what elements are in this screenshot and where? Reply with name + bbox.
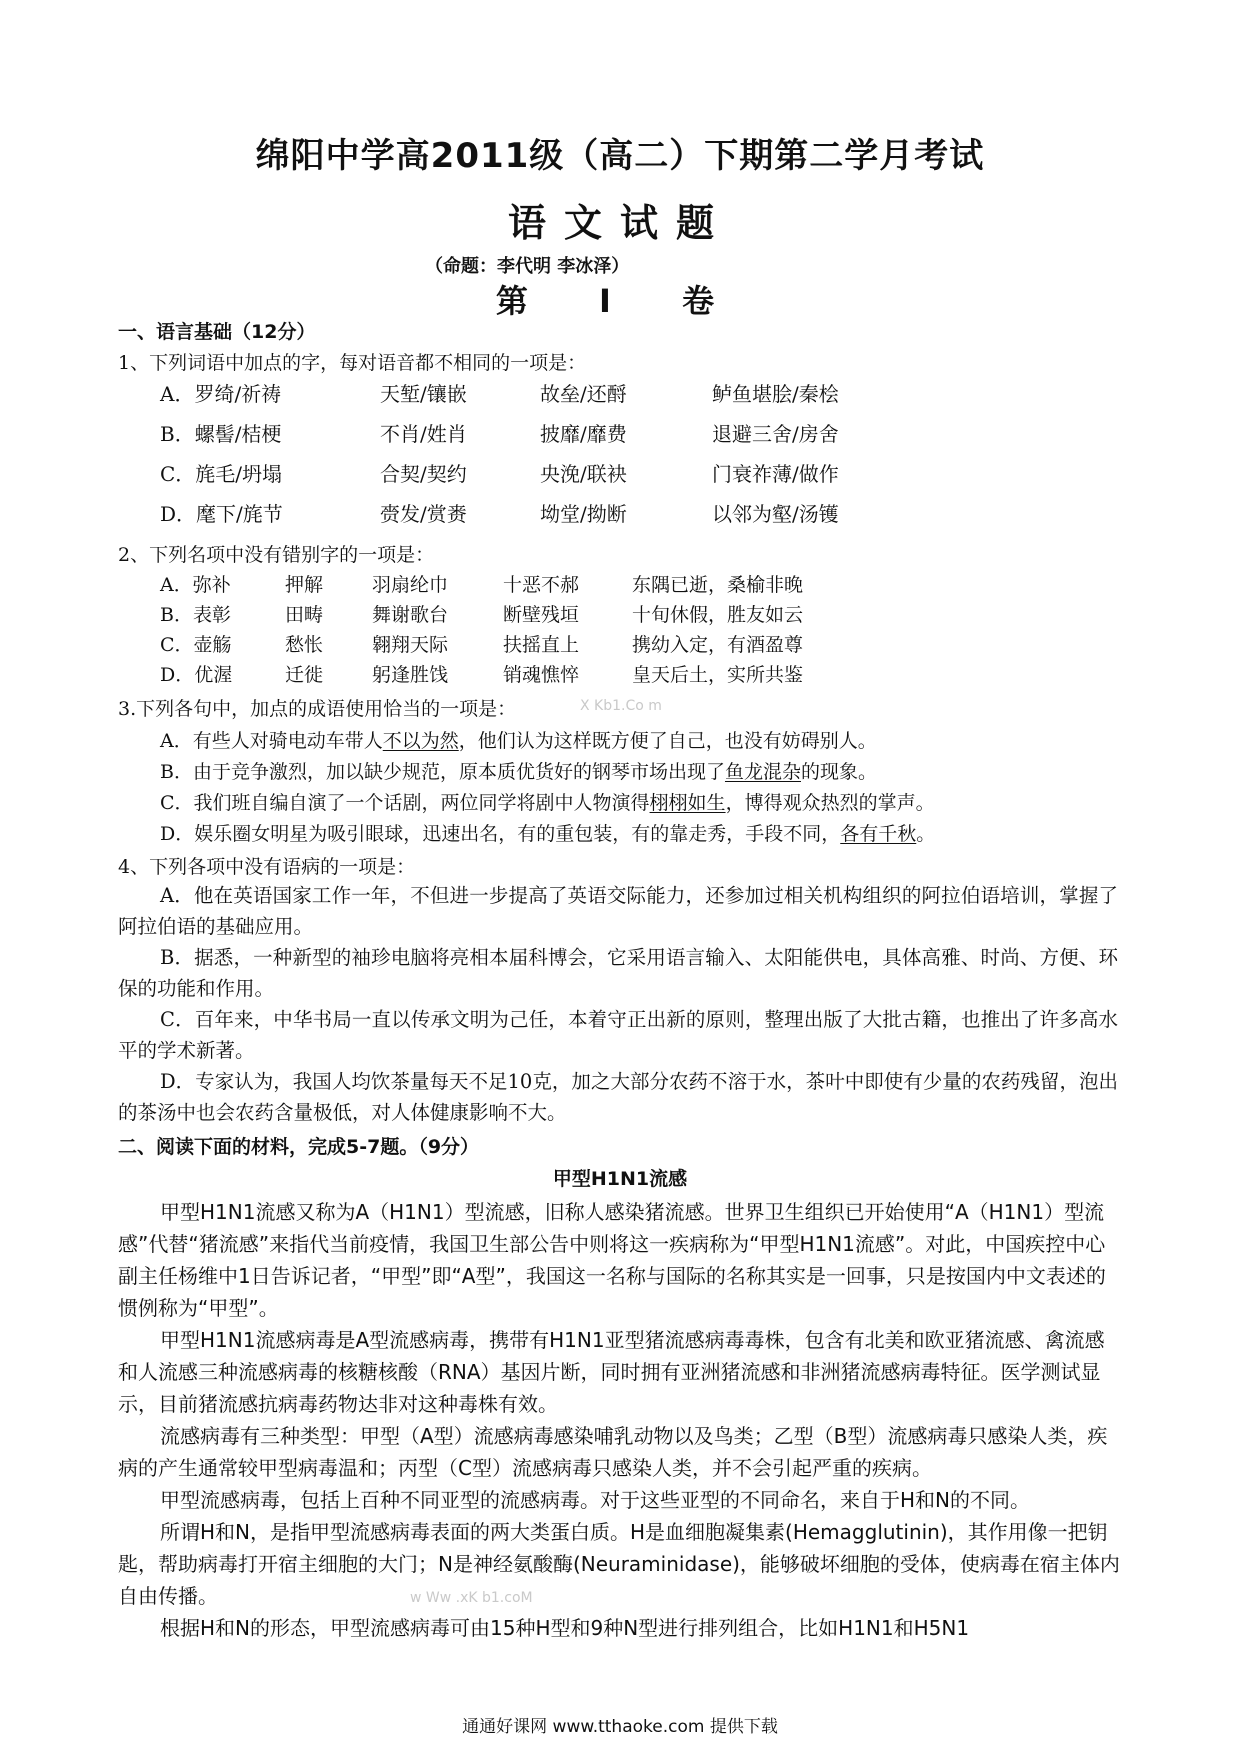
- q3-b-pre: B．由于竞争激烈，加以缺少规范，原本质优货好的钢琴市场出现了: [160, 761, 725, 783]
- page-footer: 通通好课网 www.tthaoke.com 提供下载: [462, 1717, 778, 1737]
- q1-stem: 1、下列词语中加点的字，每对语音都不相同的一项是：: [118, 352, 587, 374]
- q3-a-post: ，他们认为这样既方便了自己，也没有妨碍别人。: [458, 730, 877, 752]
- q2-a-4: 十恶不郝: [503, 574, 580, 596]
- q3-b-post: 的现象。: [800, 761, 877, 783]
- q2-a-5: 东隅已逝，桑榆非晚: [632, 574, 804, 596]
- q2-a-1: A．弥补: [160, 574, 231, 596]
- section1-heading: 一、语言基础（12分）: [118, 321, 316, 343]
- q1-a-4: 鲈鱼堪脍/秦桧: [712, 382, 839, 406]
- q3-d-post: 。: [916, 823, 936, 845]
- q3-option-b: [160, 757, 877, 784]
- q2-a-3: 羽扇纶巾: [372, 574, 449, 596]
- q4-option-d: D．专家认为，我国人均饮茶量每天不足10克，加之大部分农药不溶于水，茶叶中即使有少量的农药残留，泡出的茶汤中也会农药含量极低，对人体健康影响不大。: [118, 1070, 1118, 1124]
- q3-c-post: ，博得观众热烈的掌声。: [725, 792, 935, 814]
- q4-option-c: C．百年来，中华书局一直以传承文明为己任，本着守正出新的原则，整理出版了大批古籍，也推出了许多高水平的学术新著。: [118, 1008, 1118, 1062]
- article-paragraph-6: 根据H和N的形态，甲型流感病毒可由15种H型和9种N型进行排列组合，比如H1N1和H5N1: [160, 1616, 970, 1640]
- q2-b-1: B．表彰: [160, 604, 231, 626]
- q1-b-4: 退避三舍/房舍: [712, 422, 839, 446]
- subject-title: 语文试题: [507, 201, 732, 245]
- q1-b-3: 披靡/靡费: [540, 422, 627, 446]
- q2-b-3: 舞谢歌台: [372, 604, 449, 626]
- article-paragraph-5: 所谓H和N，是指甲型流感病毒表面的两大类蛋白质。H是血细胞凝集素(Hemagglutinin)，其作用像一把钥匙，帮助病毒打开宿主细胞的大门；N是神经氨酸酶(Neuraminidase)，能够破坏细胞的受体，使病毒在宿主体内自由传播。: [118, 1520, 1120, 1608]
- q3-option-d: [160, 819, 935, 846]
- q3-a-pre: A．有些人对骑电动车带人: [160, 730, 383, 752]
- article-paragraph-4: 甲型流感病毒，包括上百种不同亚型的流感病毒。对于这些亚型的不同命名，来自于H和N的不同。: [160, 1488, 1030, 1512]
- article-paragraph-1: 甲型H1N1流感又称为A（H1N1）型流感，旧称人感染猪流感。世界卫生组织已开始使用“A（H1N1）型流感”代替“猪流感”来指代当前疫情，我国卫生部公告中则将这一疾病称为“甲型H1N1流感”。对此，中国疾控中心副主任杨维中1日告诉记者，“甲型”即“A型”，我国这一名称与国际的名称其实是一回事，只是按国内中文表述的惯例称为“甲型”。: [118, 1200, 1106, 1320]
- q3-option-c: [160, 788, 935, 815]
- q1-b-2: 不肖/姓肖: [380, 422, 467, 446]
- q1-a-1: A．罗绮/祈祷: [160, 382, 282, 406]
- q1-d-2: 赍发/赏赉: [380, 502, 467, 526]
- article-paragraph-3: 流感病毒有三种类型：甲型（A型）流感病毒感染哺乳动物以及鸟类；乙型（B型）流感病毒只感染人类，疾病的产生通常较甲型病毒温和；丙型（C型）流感病毒只感染人类，并不会引起严重的疾病。: [118, 1424, 1108, 1480]
- q2-d-2: 迁徙: [285, 664, 324, 686]
- q2-b-2: 田畴: [285, 604, 324, 626]
- q2-stem: 2、下列名项中没有错别字的一项是：: [118, 544, 435, 566]
- q1-c-3: 央浼/联袂: [540, 462, 627, 486]
- q2-b-4: 断壁残垣: [503, 604, 580, 626]
- q1-a-3: 故垒/还酹: [540, 382, 627, 406]
- article-paragraph-2: 甲型H1N1流感病毒是A型流感病毒，携带有H1N1亚型猪流感病毒毒株，包含有北美和欧亚猪流感、禽流感和人流感三种流感病毒的核糖核酸（RNA）基因片断，同时拥有亚洲猪流感和非洲猪流感病毒特征。医学测试显示，目前猪流感抗病毒药物达非对这种毒株有效。: [118, 1328, 1105, 1416]
- q2-c-4: 扶摇直上: [503, 634, 580, 656]
- q1-b-1: B．螺髻/桔梗: [160, 422, 282, 446]
- q2-d-1: D．优渥: [160, 664, 233, 686]
- q2-c-1: C．壶觞: [160, 634, 232, 656]
- q4-option-a: A．他在英语国家工作一年，不但进一步提高了英语交际能力，还参加过相关机构组织的阿拉伯语培训，掌握了阿拉伯语的基础应用。: [118, 884, 1118, 938]
- school-title: 绵阳中学高2011级（高二）下期第二学月考试: [255, 136, 985, 176]
- q3-option-a: [160, 726, 877, 753]
- q1-d-1: D．麾下/旄节: [160, 502, 283, 526]
- q1-c-2: 合契/契约: [380, 462, 467, 486]
- q2-b-5: 十旬休假，胜友如云: [632, 604, 804, 626]
- watermark: X Kb1.Co m: [580, 698, 662, 714]
- q3-a-idiom: 不以为然: [382, 730, 459, 752]
- q3-b-idiom: 鱼龙混杂: [724, 761, 801, 783]
- q2-c-3: 翱翔天际: [372, 634, 449, 656]
- q4-stem: 4、下列各项中没有语病的一项是：: [118, 856, 416, 878]
- q1-c-4: 门衰祚薄/做作: [712, 462, 839, 486]
- article-title: 甲型H1N1流感: [552, 1168, 688, 1190]
- q2-d-3: 躬逢胜饯: [372, 664, 449, 686]
- q2-d-5: 皇天后土，实所共鉴: [632, 664, 804, 686]
- q1-d-4: 以邻为壑/汤镬: [712, 502, 839, 526]
- q4-option-b: B．据悉，一种新型的袖珍电脑将亮相本届科博会，它采用语言输入、太阳能供电，具体高雅、时尚、方便、环保的功能和作用。: [118, 946, 1118, 1000]
- q3-d-idiom: 各有千秋: [840, 823, 917, 845]
- watermark-2: w Ww .xK b1.coM: [410, 1590, 533, 1606]
- q3-c-pre: C．我们班自编自演了一个话剧，两位同学将剧中人物演得: [160, 792, 650, 814]
- q1-a-2: 天堑/镶嵌: [380, 382, 467, 406]
- volume-title: 第 I 卷: [495, 282, 745, 320]
- q1-d-3: 坳堂/拗断: [540, 502, 627, 526]
- q1-c-1: C．旄毛/坍塌: [160, 462, 283, 486]
- q3-c-idiom: 栩栩如生: [649, 792, 726, 814]
- authors-line: （命题：李代明 李冰泽）: [425, 256, 630, 277]
- q2-c-5: 携幼入定，有酒盈尊: [632, 634, 804, 656]
- section2-heading: 二、阅读下面的材料，完成5-7题。（9分）: [118, 1136, 480, 1158]
- q2-c-2: 愁怅: [285, 634, 324, 656]
- q3-stem: 3.下列各句中，加点的成语使用恰当的一项是：: [118, 698, 517, 720]
- q2-a-2: 押解: [285, 574, 324, 596]
- q2-d-4: 销魂憔悴: [503, 664, 580, 686]
- q3-d-pre: D．娱乐圈女明星为吸引眼球，迅速出名，有的重包装，有的靠走秀，手段不同，: [160, 823, 841, 845]
